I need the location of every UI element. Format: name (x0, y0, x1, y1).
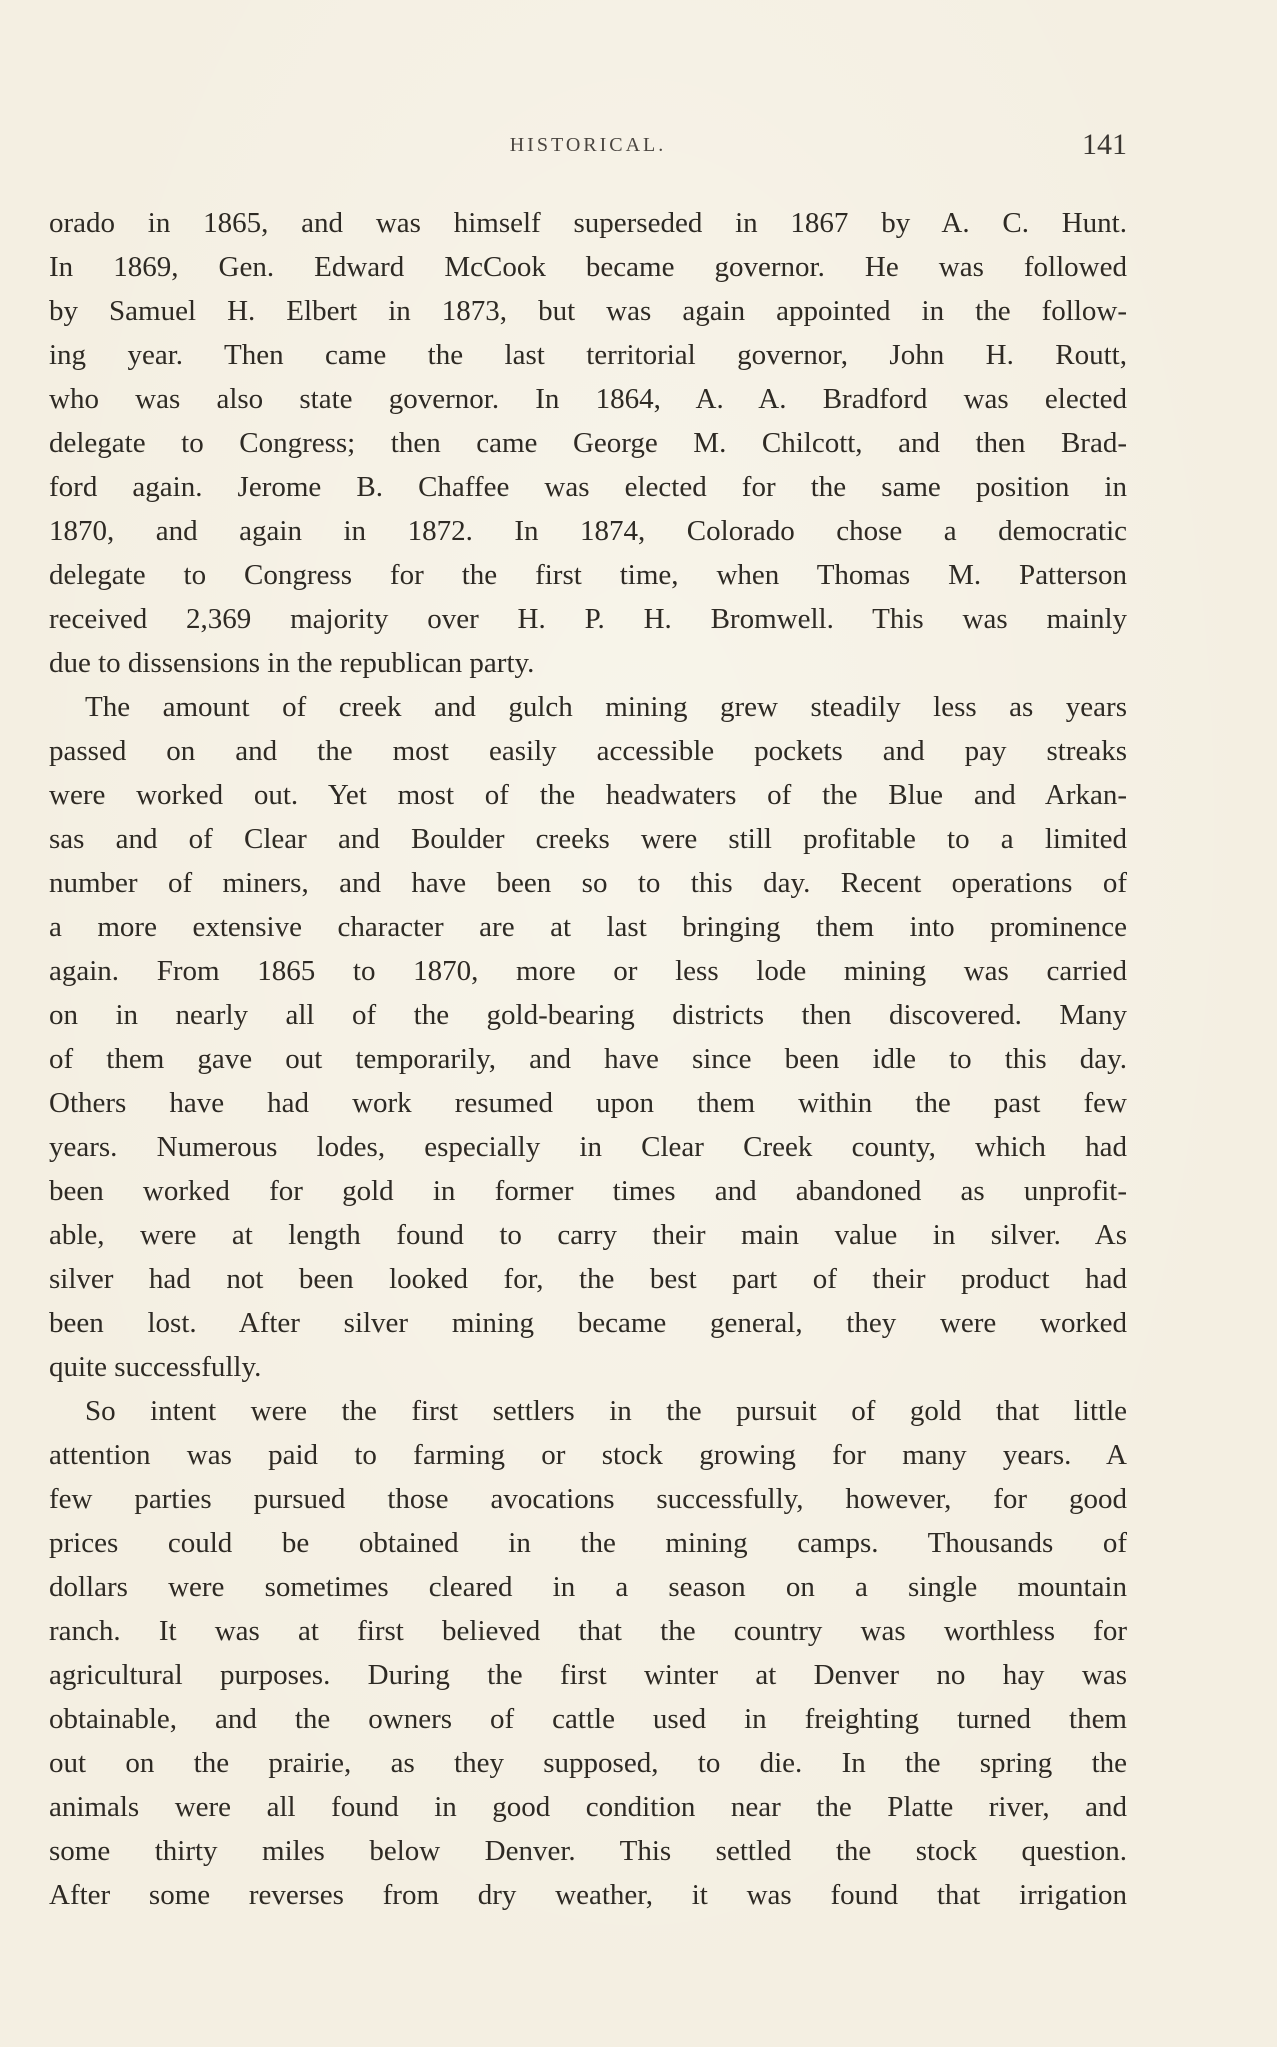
text-line: due to dissensions in the republican party. (49, 647, 535, 679)
text-line: attention was paid to farming or stock growing for many years. A (49, 1439, 1127, 1471)
text-line: dollars were sometimes cleared in a season on a single mountain (49, 1571, 1127, 1603)
text-line: again. From 1865 to 1870, more or less lode mining was carried (49, 955, 1127, 987)
running-head (49, 128, 1127, 168)
text-line: few parties pursued those avocations successfully, however, for good (49, 1483, 1127, 1515)
paragraph-3 (49, 1389, 1127, 1917)
text-line: passed on and the most easily accessible pockets and pay streaks (49, 735, 1127, 767)
paragraph-2 (49, 685, 1127, 1389)
text-line: able, were at length found to carry their main value in silver. As (49, 1219, 1127, 1251)
body-text (49, 201, 1127, 1917)
text-line: ing year. Then came the last territorial governor, John H. Routt, (49, 339, 1127, 371)
text-line: delegate to Congress for the first time, when Thomas M. Patterson (49, 559, 1127, 591)
text-line: After some reverses from dry weather, it was found that irrigation (49, 1879, 1127, 1911)
text-line: been worked for gold in former times and abandoned as unprofit- (49, 1175, 1127, 1207)
text-line: delegate to Congress; then came George M. Chilcott, and then Brad- (49, 427, 1127, 459)
paragraph-1 (49, 201, 1127, 685)
text-line: sas and of Clear and Boulder creeks were still profitable to a limited (49, 823, 1127, 855)
text-line: In 1869, Gen. Edward McCook became governor. He was followed (49, 251, 1127, 283)
text-line: who was also state governor. In 1864, A. A. Bradford was elected (49, 383, 1127, 415)
text-line: orado in 1865, and was himself superseded in 1867 by A. C. Hunt. (49, 207, 1127, 239)
text-line: were worked out. Yet most of the headwaters of the Blue and Arkan- (49, 779, 1127, 811)
text-line: some thirty miles below Denver. This settled the stock question. (49, 1835, 1127, 1867)
text-line: obtainable, and the owners of cattle used in freighting turned them (49, 1703, 1127, 1735)
text-line: by Samuel H. Elbert in 1873, but was again appointed in the follow- (49, 295, 1127, 327)
text-line: ford again. Jerome B. Chaffee was elected for the same position in (49, 471, 1127, 503)
running-title: HISTORICAL. (509, 134, 667, 156)
text-line: agricultural purposes. During the first winter at Denver no hay was (49, 1659, 1127, 1691)
text-line: number of miners, and have been so to this day. Recent operations of (49, 867, 1127, 899)
text-line: silver had not been looked for, the best part of their product had (49, 1263, 1127, 1295)
text-line: animals were all found in good condition near the Platte river, and (49, 1791, 1127, 1823)
text-line: years. Numerous lodes, especially in Clear Creek county, which had (49, 1131, 1127, 1163)
text-line: of them gave out temporarily, and have since been idle to this day. (49, 1043, 1127, 1075)
text-line: a more extensive character are at last bringing them into prominence (49, 911, 1127, 943)
page-number: 141 (1082, 128, 1127, 161)
text-line: 1870, and again in 1872. In 1874, Colorado chose a democratic (49, 515, 1127, 547)
text-line: on in nearly all of the gold-bearing districts then discovered. Many (49, 999, 1127, 1031)
text-line: received 2,369 majority over H. P. H. Bromwell. This was mainly (49, 603, 1127, 635)
text-line: ranch. It was at first believed that the country was worthless for (49, 1615, 1127, 1647)
text-line: So intent were the first settlers in the pursuit of gold that little (85, 1395, 1127, 1427)
text-line: prices could be obtained in the mining camps. Thousands of (49, 1527, 1127, 1559)
text-line: The amount of creek and gulch mining grew steadily less as years (85, 691, 1127, 723)
text-line: Others have had work resumed upon them within the past few (49, 1087, 1127, 1119)
text-line: quite successfully. (49, 1351, 262, 1383)
text-line: out on the prairie, as they supposed, to die. In the spring the (49, 1747, 1127, 1779)
text-line: been lost. After silver mining became general, they were worked (49, 1307, 1127, 1339)
